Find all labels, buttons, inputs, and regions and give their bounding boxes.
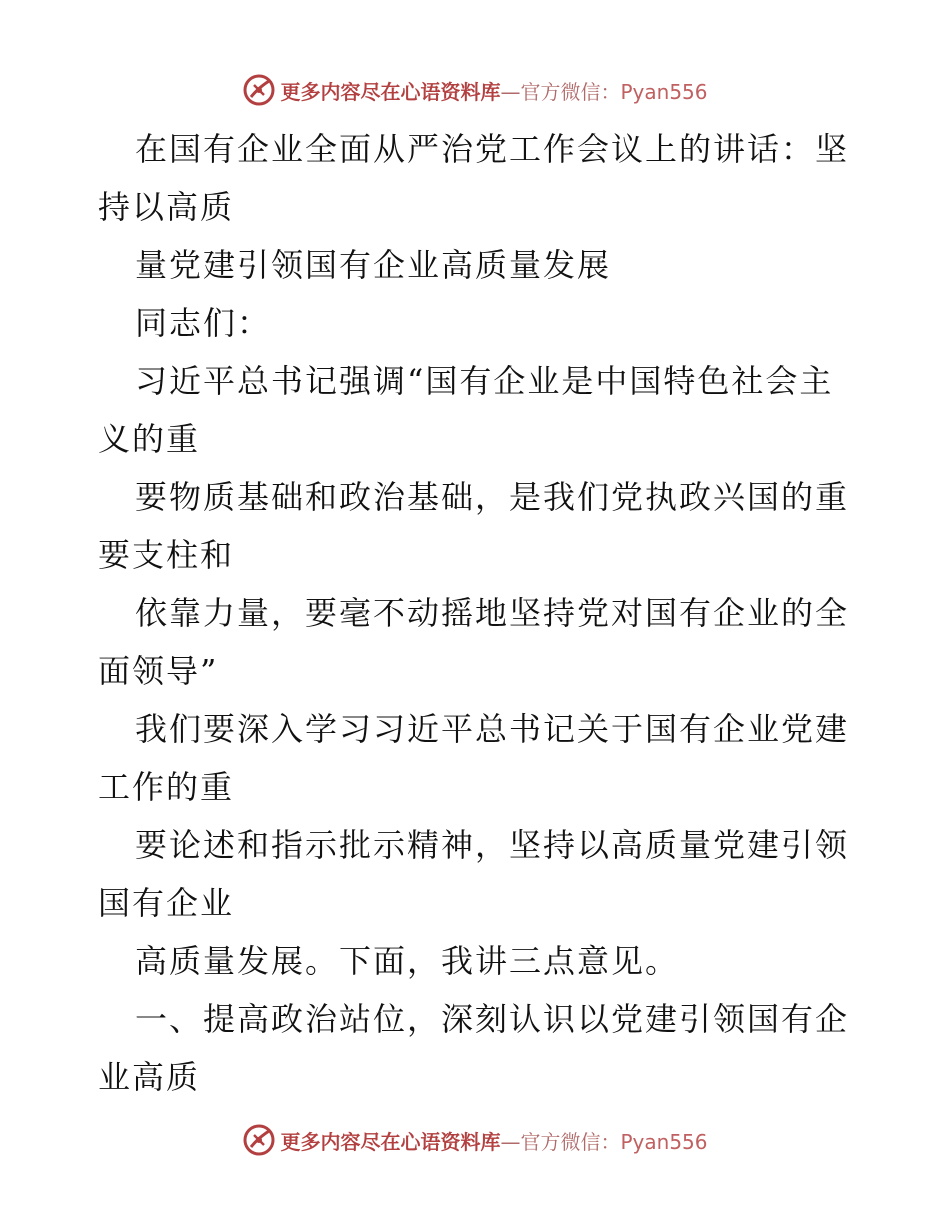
text-line: 要物质基础和政治基础，是我们党执政兴国的重 — [135, 478, 850, 516]
text-line: 习近平总书记强调“国有企业是中国特色社会主 — [135, 362, 834, 400]
text-line: 业高质 — [98, 1058, 201, 1096]
text-line: 在国有企业全面从严治党工作会议上的讲话：坚 — [135, 130, 850, 168]
seal-logo-icon — [242, 1123, 276, 1157]
text-line: 一、提高政治站位，深刻认识以党建引领国有企 — [135, 1000, 850, 1038]
header-banner-id: Pyan556 — [620, 79, 708, 104]
seal-logo-icon — [242, 73, 276, 107]
text-line: 量党建引领国有企业高质量发展 — [135, 246, 612, 284]
header-banner-text — [280, 76, 707, 105]
header-banner-rest: 官方微信： — [520, 79, 621, 104]
text-line: 国有企业 — [98, 884, 235, 922]
header-banner-separator: — — [500, 79, 521, 104]
text-line: 我们要深入学习习近平总书记关于国有企业党建 — [135, 710, 850, 748]
text-line: 要支柱和 — [98, 536, 235, 574]
text-line: 依靠力量，要毫不动摇地坚持党对国有企业的全 — [135, 594, 850, 632]
text-line: 义的重 — [98, 420, 201, 458]
footer-banner — [0, 1120, 950, 1160]
footer-banner-brand: 更多内容尽在心语资料库 — [280, 1129, 501, 1154]
footer-banner-separator: — — [500, 1129, 521, 1154]
footer-banner-rest: 官方微信： — [520, 1129, 621, 1154]
footer-banner-text — [280, 1126, 707, 1155]
text-line: 面领导” — [98, 652, 219, 690]
text-line: 持以高质 — [98, 188, 235, 226]
header-banner — [0, 70, 950, 110]
text-line: 要论述和指示批示精神，坚持以高质量党建引领 — [135, 826, 850, 864]
header-banner-brand: 更多内容尽在心语资料库 — [280, 79, 501, 104]
document-body — [98, 120, 858, 1106]
text-line: 工作的重 — [98, 768, 235, 806]
text-line: 高质量发展。下面，我讲三点意见。 — [135, 942, 680, 980]
footer-banner-id: Pyan556 — [620, 1129, 708, 1154]
text-line: 同志们： — [135, 304, 272, 342]
